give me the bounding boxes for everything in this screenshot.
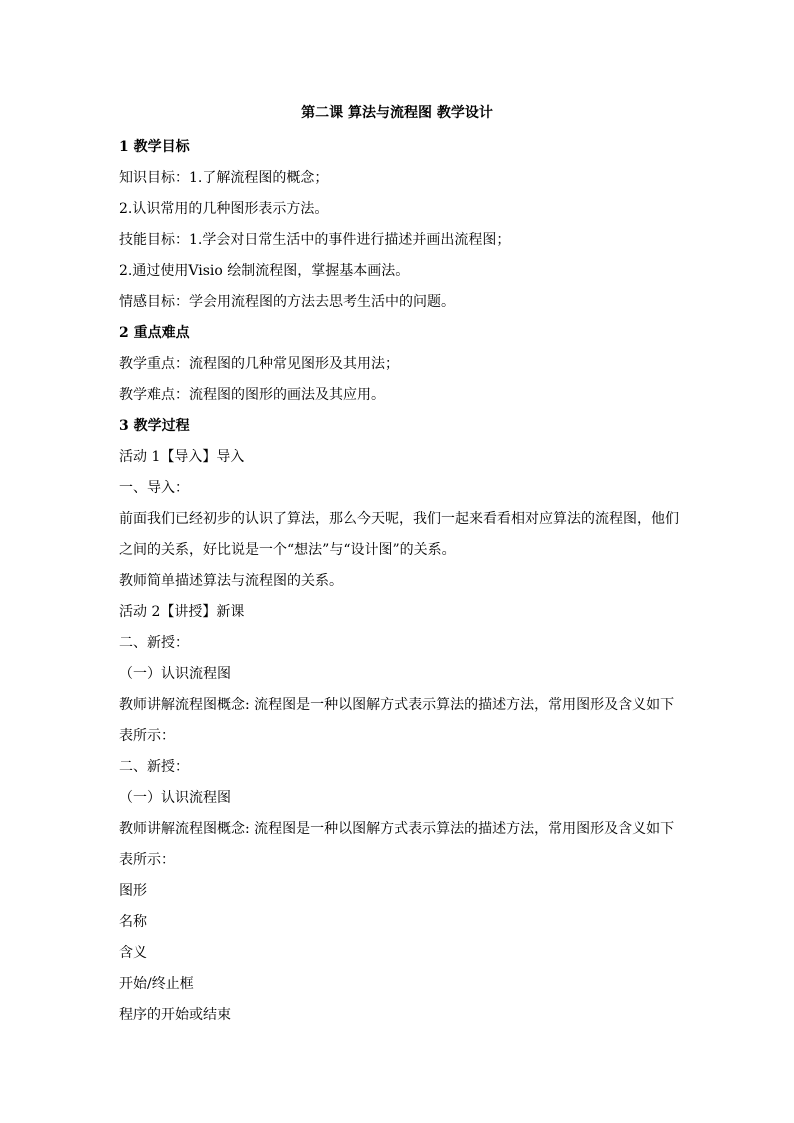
paragraph-line: 一、导入： <box>119 480 189 496</box>
paragraph-line: 二、新授： <box>119 759 189 775</box>
paragraph-line: 技能目标：1.学会对日常生活中的事件进行描述并画出流程图； <box>119 232 511 248</box>
document-title: 第二课 算法与流程图 教学设计 <box>301 105 493 121</box>
paragraph-line: 教师讲解流程图概念: 流程图是一种以图解方式表示算法的描述方法，常用图形及含义如下 <box>119 697 675 713</box>
paragraph-line: （一）认识流程图 <box>119 790 231 806</box>
table-cell-text: 程序的开始或结束 <box>119 1007 231 1023</box>
paragraph-line: 二、新授： <box>119 635 189 651</box>
paragraph-line: 教师简单描述算法与流程图的关系。 <box>119 573 343 589</box>
table-cell-text: 图形 <box>119 883 147 899</box>
paragraph-line: 之间的关系，好比说是一个“想法”与“设计图”的关系。 <box>119 542 456 558</box>
paragraph-line: 2.通过使用Visio 绘制流程图，掌握基本画法。 <box>119 263 410 279</box>
paragraph-line: 活动 2【讲授】新课 <box>119 604 245 620</box>
section-heading-process: 3 教学过程 <box>119 418 190 434</box>
paragraph-line: 教学难点：流程图的图形的画法及其应用。 <box>119 387 385 403</box>
section-heading-key-points: 2 重点难点 <box>119 325 190 341</box>
document-body <box>119 132 679 1031</box>
paragraph-line: 2.认识常用的几种图形表示方法。 <box>119 201 329 217</box>
table-cell-text: 开始/终止框 <box>119 976 194 992</box>
paragraph-line: 表所示： <box>119 728 175 744</box>
paragraph-line: （一）认识流程图 <box>119 666 231 682</box>
paragraph-line: 活动 1【导入】导入 <box>119 449 245 465</box>
table-cell-text: 含义 <box>119 945 147 961</box>
section-heading-objectives: 1 教学目标 <box>119 139 190 155</box>
paragraph-line: 教师讲解流程图概念: 流程图是一种以图解方式表示算法的描述方法，常用图形及含义如下 <box>119 821 675 837</box>
paragraph-line: 教学重点：流程图的几种常见图形及其用法； <box>119 356 399 372</box>
paragraph-line: 情感目标：学会用流程图的方法去思考生活中的问题。 <box>119 294 455 310</box>
paragraph-line: 前面我们已经初步的认识了算法，那么今天呢，我们一起来看看相对应算法的流程图，他们 <box>119 511 679 527</box>
paragraph-line: 知识目标：1.了解流程图的概念； <box>119 170 329 186</box>
paragraph-line: 表所示： <box>119 852 175 868</box>
table-cell-text: 名称 <box>119 914 147 930</box>
